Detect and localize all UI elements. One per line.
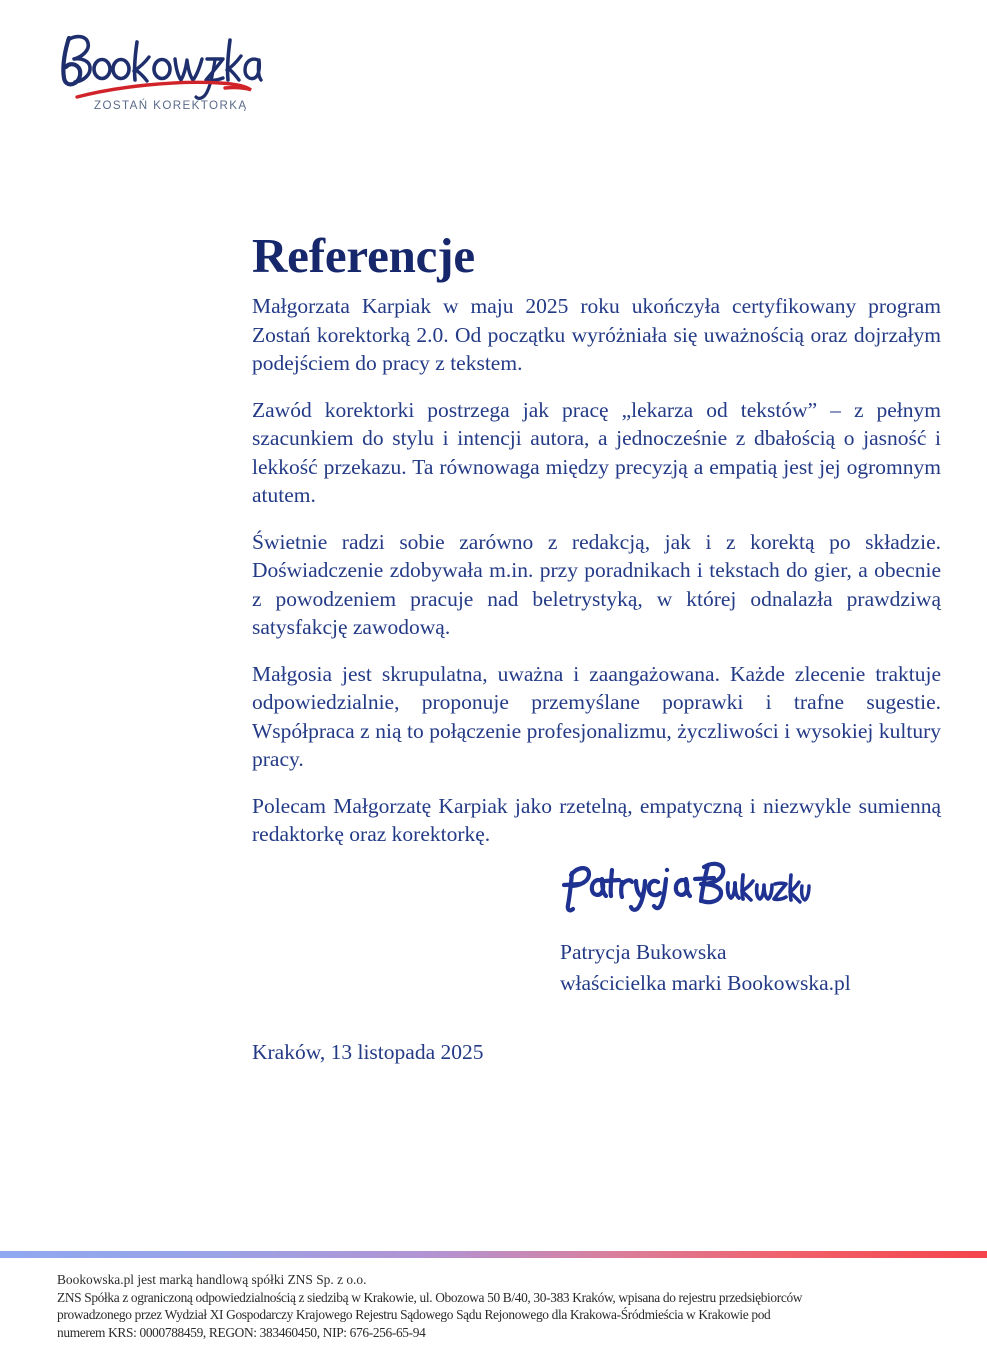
letter-paragraphs <box>252 292 941 849</box>
footer-line-3: prowadzonego przez Wydział XI Gospodarczy Krajowego Rejestru Sądowego Sądu Rejonowego dla Krakowa-Śródmieścia w Krakowie pod <box>57 1307 771 1323</box>
signature-block <box>560 855 940 999</box>
footer-gradient-rule <box>0 1251 987 1258</box>
page-title: Referencje <box>252 227 475 283</box>
bookowska-logo-icon <box>55 26 265 111</box>
signatory-name: Patrycja Bukowska <box>560 940 727 964</box>
handwritten-signature-icon <box>562 855 812 917</box>
footer-line-1: Bookowska.pl jest marką handlową spółki ZNS Sp. z o.o. <box>57 1272 367 1287</box>
footer-line-4: numerem KRS: 0000788459, REGON: 383460450, NIP: 676-256-65-94 <box>57 1324 426 1340</box>
footer-line-2: ZNS Spółka z ograniczoną odpowiedzialnością z siedzibą w Krakowie, ul. Obozowa 50 B/40, 30-383 Kraków, wpisana do rejestru przedsiębiorców <box>57 1289 803 1305</box>
letter-paragraph-3: Świetnie radzi sobie zarówno z redakcją, jak i z korektą po składzie. Doświadczenie zdobywała m.in. przy poradnikach i tekstach do gier, a obecnie z powodzeniem pracuje nad beletrystyką, w której odnalazła prawdziwą satysfakcję zawodową. <box>252 529 941 639</box>
letter-paragraph-5: Polecam Małgorzatę Karpiak jako rzetelną, empatyczną i niezwykle sumienną redaktorkę oraz korektorkę. <box>252 793 941 846</box>
brand-logo <box>55 26 265 111</box>
letter-paragraph-1: Małgorzata Karpiak w maju 2025 roku ukończyła certyfikowany program Zostań korektorką 2.0. Od początku wyróżniała się uważnością oraz dojrzałym podejściem do pracy z tekstem. <box>252 294 941 375</box>
footer <box>57 1271 947 1341</box>
signatory-role: właścicielka marki Bookowska.pl <box>560 971 851 995</box>
letter-paragraph-4: Małgosia jest skrupulatna, uważna i zaangażowana. Każde zlecenie traktuje odpowiedzialnie, proponuje przemyślane poprawki i trafne sugestie. Współpraca z nią to połączenie profesjonalizmu, życzliwości i wysokiej kultury pracy. <box>252 661 941 771</box>
date-line: Kraków, 13 listopada 2025 <box>252 1040 484 1064</box>
logo-tagline: ZOSTAŃ KOREKTORKĄ <box>94 99 248 111</box>
letter-paragraph-2: Zawód korektorki postrzega jak pracę „lekarza od tekstów” – z pełnym szacunkiem do stylu i intencji autora, a jednocześnie z dbałością o jasność i lekkość przekazu. Ta równowaga między precyzją a empatią jest jej ogromnym atutem. <box>252 397 941 507</box>
